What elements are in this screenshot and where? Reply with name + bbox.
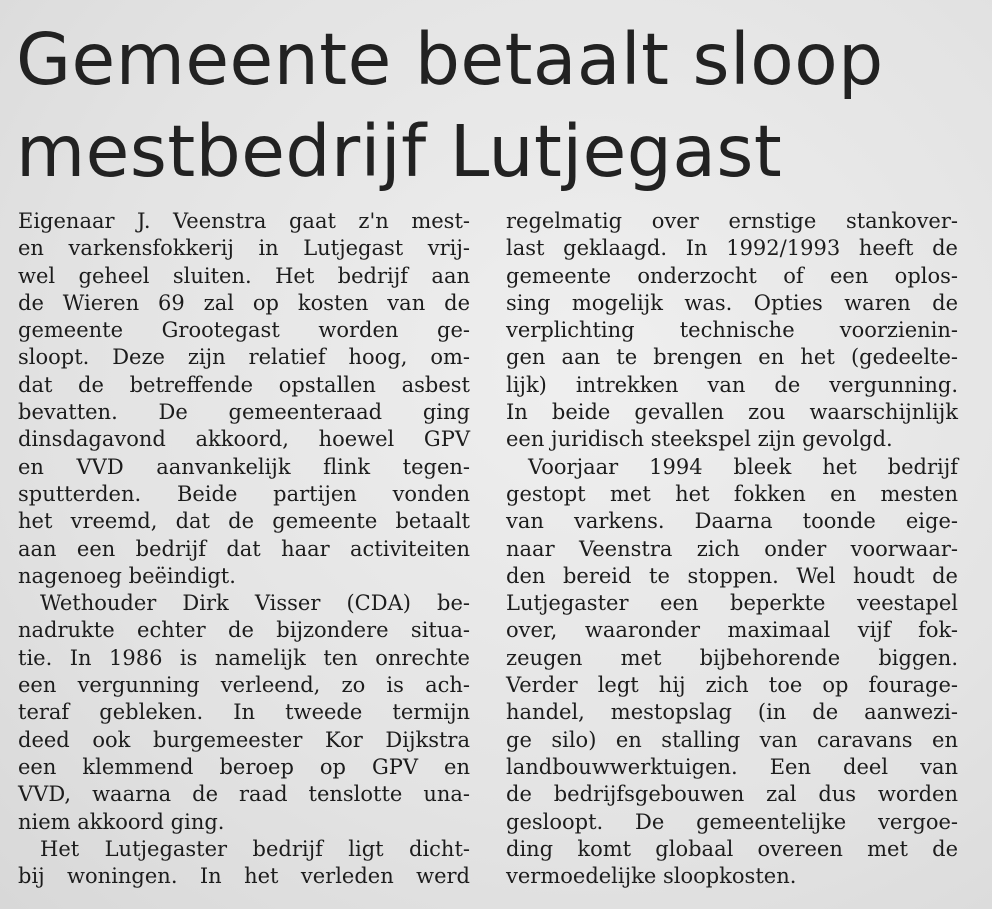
text-line: en VVD aanvankelijk flink tegen-: [18, 454, 470, 479]
text-line: van varkens. Daarna toonde eige-: [506, 509, 958, 534]
text-line: de bedrijfsgebouwen zal dus worden: [506, 782, 958, 807]
text-line: de Wieren 69 zal op kosten van de: [18, 290, 470, 315]
headline-line-1: Gemeente betaalt sloop: [16, 18, 884, 101]
text-line: wel geheel sluiten. Het bedrijf aan: [18, 263, 470, 288]
text-line: In beide gevallen zou waarschijnlijk: [506, 400, 958, 425]
text-line: tie. In 1986 is namelijk ten onrechte: [18, 645, 470, 670]
text-line: den bereid te stoppen. Wel houdt de: [506, 563, 958, 588]
text-line: Voorjaar 1994 bleek het bedrijf: [528, 454, 958, 479]
text-line: handel, mestopslag (in de aanwezi-: [506, 700, 958, 725]
text-line: sing mogelijk was. Opties waren de: [506, 290, 958, 315]
text-line: niem akkoord ging.: [18, 809, 225, 834]
text-line: vermoedelijke sloopkosten.: [506, 864, 797, 889]
text-line: en varkensfokkerij in Lutjegast vrij-: [18, 236, 470, 261]
text-line: ding komt globaal overeen met de: [506, 836, 958, 861]
text-line: over, waaronder maximaal vijf fok-: [506, 618, 958, 643]
text-line: gen aan te brengen en het (gedeelte-: [506, 345, 958, 370]
text-line: gemeente Grootegast worden ge-: [18, 318, 470, 343]
text-line: dat de betreffende opstallen asbest: [18, 372, 470, 397]
text-line: last geklaagd. In 1992/1993 heeft de: [506, 236, 958, 261]
text-line: gestopt met het fokken en mesten: [506, 481, 958, 506]
text-line: Het Lutjegaster bedrijf ligt dicht-: [40, 836, 470, 861]
text-line: verplichting technische voorzienin-: [506, 318, 958, 343]
text-line: gesloopt. De gemeentelijke vergoe-: [506, 809, 958, 834]
text-line: Wethouder Dirk Visser (CDA) be-: [40, 591, 470, 616]
text-line: aan een bedrijf dat haar activiteiten: [18, 536, 470, 561]
text-line: regelmatig over ernstige stankover-: [506, 209, 958, 233]
text-line: bevatten. De gemeenteraad ging: [18, 400, 470, 425]
text-line: naar Veenstra zich onder voorwaar-: [506, 536, 958, 561]
article-column-right: [506, 208, 958, 890]
text-line: Verder legt hij zich toe op fourage-: [506, 673, 958, 698]
headline-line-2: mestbedrijf Lutjegast: [16, 110, 783, 193]
text-line: een juridisch steekspel zijn gevolgd.: [506, 427, 893, 452]
text-line: Eigenaar J. Veenstra gaat z'n mest-: [18, 209, 470, 233]
text-line: het vreemd, dat de gemeente betaalt: [18, 509, 470, 534]
text-line: nadrukte echter de bijzondere situa-: [18, 618, 470, 643]
text-line: sloopt. Deze zijn relatief hoog, om-: [18, 345, 470, 370]
text-line: een klemmend beroep op GPV en: [18, 754, 470, 779]
text-line: gemeente onderzocht of een oplos-: [506, 263, 958, 288]
text-line: sputterden. Beide partijen vonden: [18, 481, 470, 506]
text-line: zeugen met bijbehorende biggen.: [506, 645, 958, 670]
text-line: teraf gebleken. In tweede termijn: [18, 700, 470, 725]
text-line: deed ook burgemeester Kor Dijkstra: [18, 727, 470, 752]
text-line: landbouwwerktuigen. Een deel van: [506, 754, 958, 779]
text-line: Lutjegaster een beperkte veestapel: [506, 591, 958, 616]
text-line: bij woningen. In het verleden werd: [18, 864, 470, 889]
text-line: lijk) intrekken van de vergunning.: [506, 372, 958, 397]
text-line: ge silo) en stalling van caravans en: [506, 727, 958, 752]
text-line: een vergunning verleend, zo is ach-: [18, 673, 470, 698]
article-column-left: [18, 208, 470, 890]
text-line: VVD, waarna de raad tenslotte una-: [18, 782, 470, 807]
headline: [16, 14, 884, 198]
text-line: dinsdagavond akkoord, hoewel GPV: [18, 427, 470, 452]
text-line: nagenoeg beëindigt.: [18, 563, 236, 588]
